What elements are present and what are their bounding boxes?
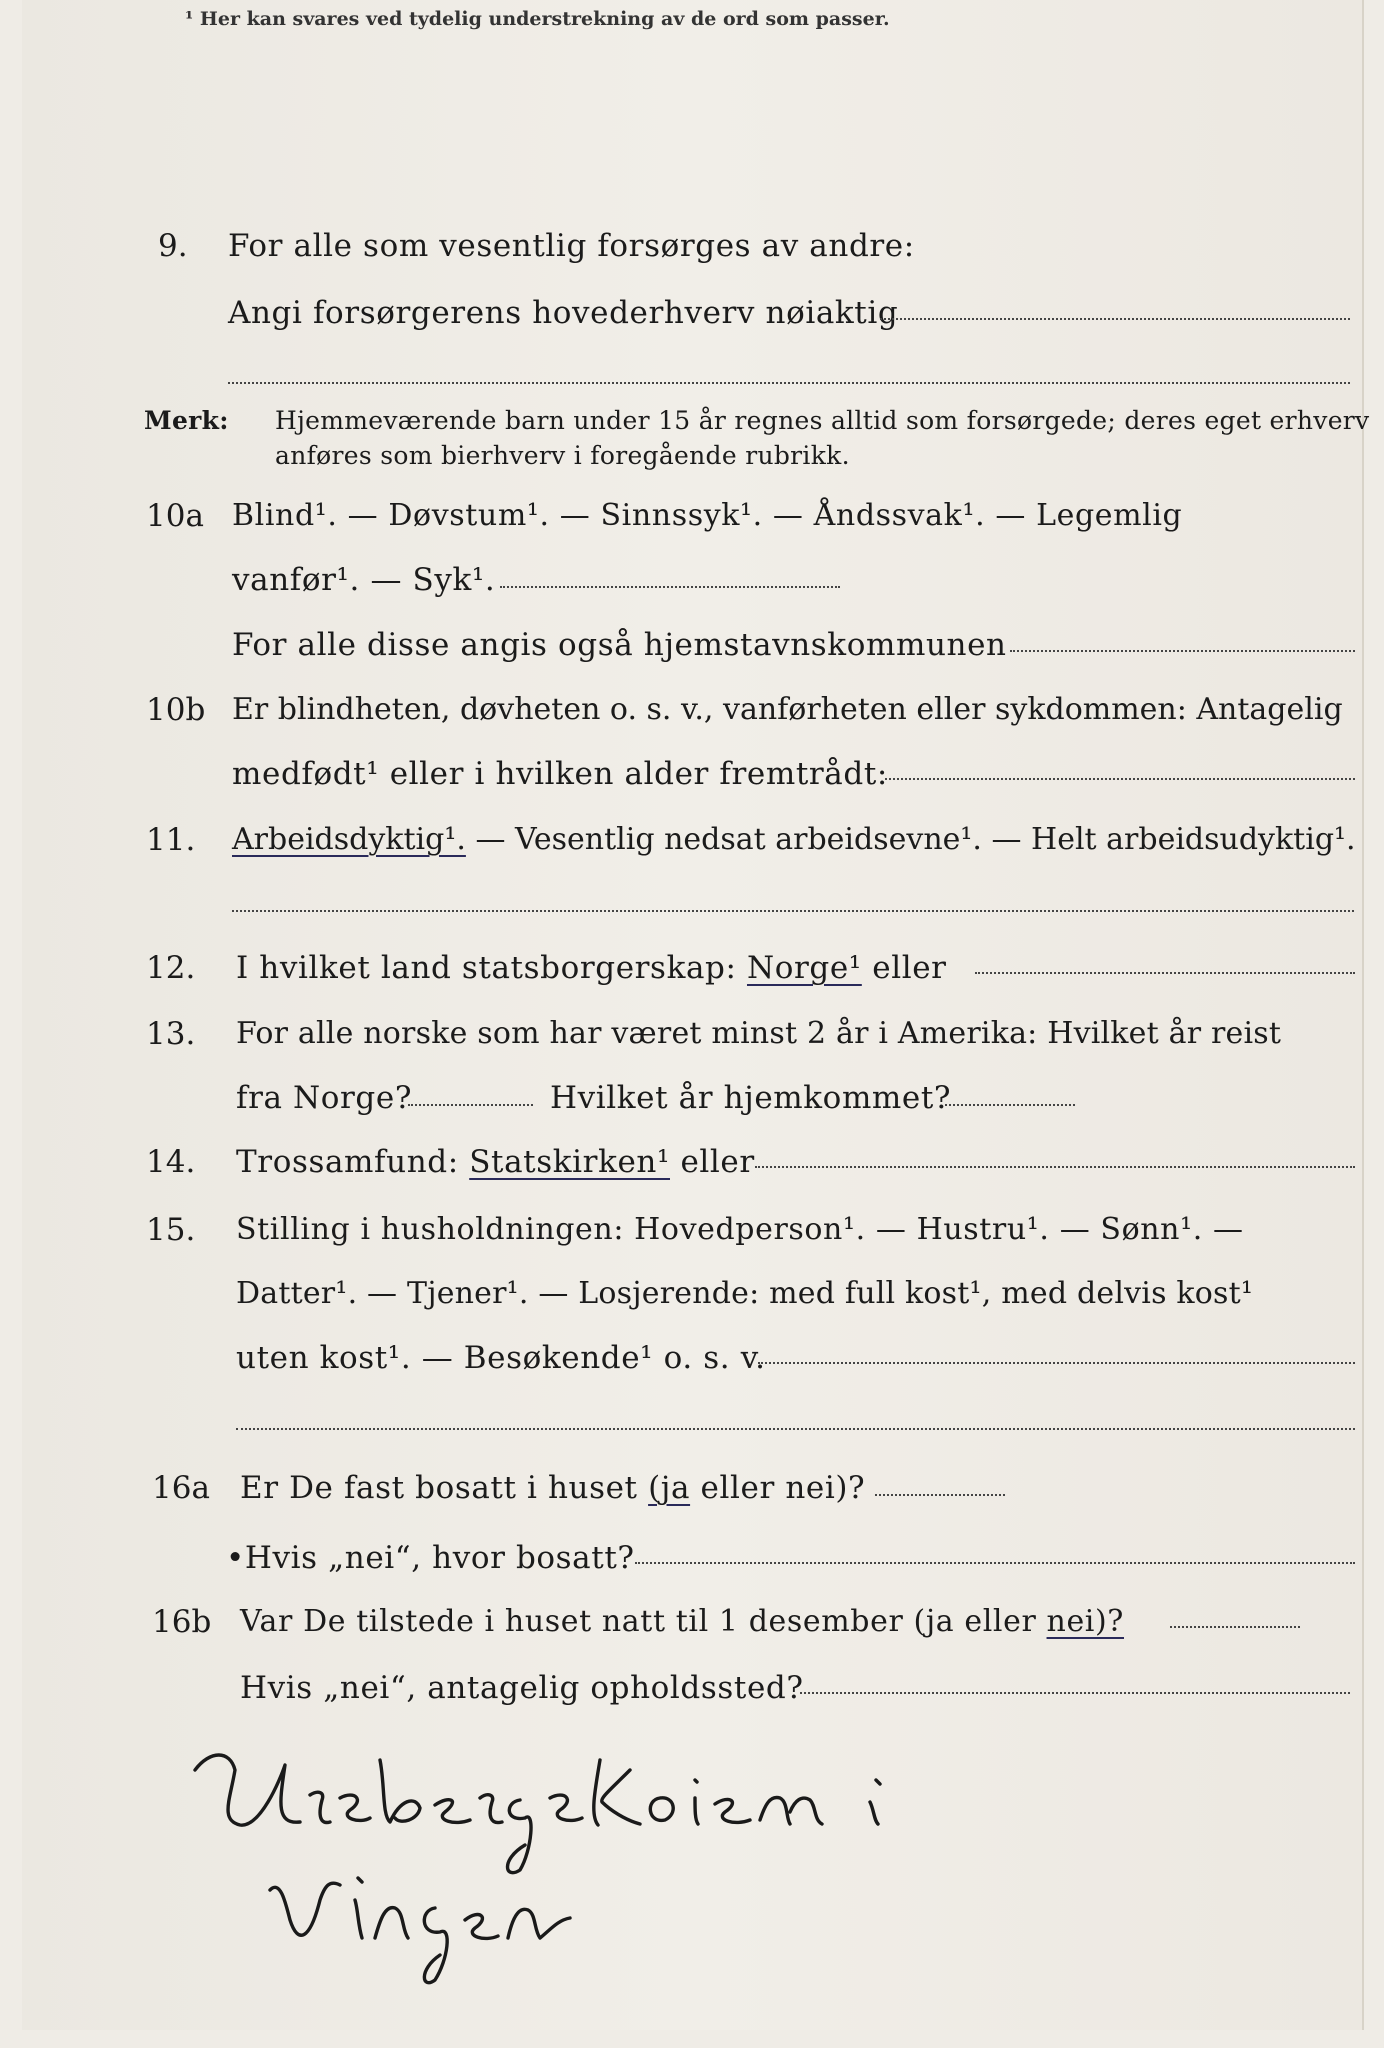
q10a-line2: vanfør¹. — Syk¹. — [232, 562, 496, 598]
q10a-line3: For alle disse angis også hjemstavnskommunen — [232, 627, 1007, 663]
q13-hjemkommet-line — [945, 1104, 1075, 1106]
q13-line1: For alle norske som har været minst 2 år i Amerika: Hvilket år reist — [236, 1016, 1282, 1051]
q14-selected-option: Statskirken¹ — [469, 1144, 670, 1180]
q16b-selected-option: nei)? — [1046, 1604, 1124, 1639]
q16a-number: 16a — [152, 1470, 210, 1506]
q10a-line1: Blind¹. — Døvstum¹. — Sinnssyk¹. — Åndssvak¹. — Legemlig — [232, 498, 1183, 533]
handwriting-strokes — [190, 1740, 1070, 2000]
q16a-pre: Er De fast bosatt i huset — [240, 1470, 649, 1506]
q16a-post: eller nei)? — [690, 1470, 866, 1506]
q14-line — [236, 1144, 755, 1180]
q10b-line1: Er blindheten, døvheten o. s. v., vanførheten eller sykdommen: Antagelig — [232, 692, 1343, 727]
q15-answer-line — [758, 1362, 1355, 1364]
q16b-pre: Var De tilstede i huset natt til 1 desember (ja eller — [240, 1604, 1047, 1639]
q13-line2a: fra Norge? — [236, 1080, 413, 1116]
q12-answer-line — [975, 972, 1355, 974]
q15-answer-line-2 — [236, 1428, 1355, 1430]
q16a-bosatt-line — [635, 1562, 1355, 1564]
handwritten-answer — [190, 1740, 1070, 2004]
handwritten-line2 — [190, 1860, 194, 1861]
q11-number: 11. — [146, 822, 196, 858]
q10a-answer-line — [500, 586, 840, 588]
q10b-line2: medfødt¹ eller i hvilken alder fremtrådt: — [232, 756, 888, 792]
q10a-number: 10a — [146, 498, 204, 534]
q14-number: 14. — [146, 1144, 196, 1180]
q16a-answer-line — [875, 1494, 1005, 1496]
q10b-number: 10b — [146, 692, 206, 728]
q14-post: eller — [670, 1144, 755, 1180]
merk-label: Merk: — [144, 406, 229, 435]
q9-line2: Angi forsørgerens hovederhverv nøiaktig — [228, 295, 899, 331]
q15-number: 15. — [146, 1212, 196, 1248]
q15-line3: uten kost¹. — Besøkende¹ o. s. v. — [236, 1340, 766, 1376]
q9-answer-line-2 — [228, 382, 1350, 384]
q9-line1: For alle som vesentlig forsørges av andre: — [228, 228, 915, 264]
q16b-opholdssted-line — [800, 1692, 1350, 1694]
merk-line2: anføres som bierhverv i foregående rubrikk. — [275, 441, 850, 470]
q12-selected-option: Norge¹ — [746, 950, 862, 986]
q11-selected-option: Arbeidsdyktig¹. — [232, 822, 466, 857]
q10a-hjemstavn-line — [1010, 650, 1355, 652]
q16a-line1 — [240, 1470, 865, 1506]
q11-line — [232, 822, 1356, 857]
merk-line1: Hjemmeværende barn under 15 år regnes alltid som forsørgede; deres eget erhverv — [275, 406, 1370, 435]
q16b-answer-line — [1170, 1626, 1300, 1628]
q10b-answer-line — [885, 778, 1355, 780]
q13-line2b: Hvilket år hjemkommet? — [550, 1080, 952, 1116]
q12-number: 12. — [146, 950, 196, 986]
q12-pre: I hvilket land statsborgerskap: — [236, 950, 747, 986]
q11-rest: — Vesentlig nedsat arbeidsevne¹. — Helt arbeidsudyktig¹. — [465, 822, 1356, 857]
q12-line — [236, 950, 947, 986]
q14-answer-line — [755, 1166, 1355, 1168]
handwritten-line1 — [190, 1740, 198, 1741]
q16a-line2: •Hvis „nei“, hvor bosatt? — [226, 1540, 635, 1576]
q13-number: 13. — [146, 1016, 196, 1052]
q16b-line2: Hvis „nei“, antagelig opholdssted? — [240, 1670, 804, 1706]
q13-reist-line — [408, 1104, 533, 1106]
q9-answer-line — [880, 318, 1350, 320]
q11-answer-line — [232, 910, 1354, 912]
q16b-line1 — [240, 1604, 1124, 1639]
q16b-number: 16b — [152, 1604, 212, 1640]
footnote-header: ¹ Her kan svares ved tydelig understrekning av de ord som passer. — [185, 8, 890, 30]
q15-line1: Stilling i husholdningen: Hovedperson¹. — Hustru¹. — Sønn¹. — — [236, 1212, 1244, 1247]
q14-pre: Trossamfund: — [236, 1144, 470, 1180]
q12-post: eller — [861, 950, 947, 986]
q16a-selected-option: (ja — [648, 1470, 691, 1506]
q15-line2: Datter¹. — Tjener¹. — Losjerende: med full kost¹, med delvis kost¹ — [236, 1276, 1254, 1311]
q9-number: 9. — [158, 228, 188, 264]
